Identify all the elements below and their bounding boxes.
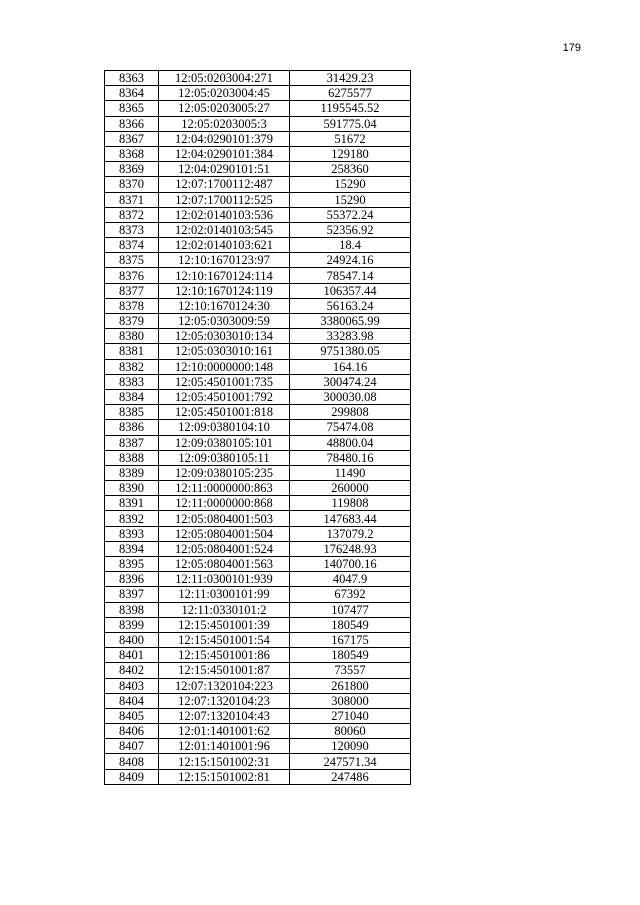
row-index-cell: 8393 — [105, 526, 159, 541]
cadastral-number-cell: 12:01:1401001:96 — [159, 739, 290, 754]
value-cell: 31429.23 — [290, 71, 411, 86]
row-index-cell: 8381 — [105, 344, 159, 359]
table-row — [105, 374, 411, 389]
value-cell: 167175 — [290, 632, 411, 647]
table-row — [105, 663, 411, 678]
table-row — [105, 207, 411, 222]
row-index-cell: 8394 — [105, 541, 159, 556]
row-index-cell: 8395 — [105, 557, 159, 572]
value-cell: 3380065.99 — [290, 314, 411, 329]
value-cell: 299808 — [290, 405, 411, 420]
value-cell: 247571.34 — [290, 754, 411, 769]
table-row — [105, 359, 411, 374]
table-row — [105, 101, 411, 116]
table-row — [105, 192, 411, 207]
row-index-cell: 8372 — [105, 207, 159, 222]
row-index-cell: 8388 — [105, 450, 159, 465]
value-cell: 67392 — [290, 587, 411, 602]
value-cell: 247486 — [290, 769, 411, 784]
row-index-cell: 8390 — [105, 481, 159, 496]
table-row — [105, 450, 411, 465]
row-index-cell: 8389 — [105, 465, 159, 480]
value-cell: 260000 — [290, 481, 411, 496]
row-index-cell: 8383 — [105, 374, 159, 389]
table-row — [105, 268, 411, 283]
table-row — [105, 754, 411, 769]
value-cell: 137079.2 — [290, 526, 411, 541]
value-cell: 261800 — [290, 678, 411, 693]
cadastral-number-cell: 12:02:0140103:621 — [159, 238, 290, 253]
cadastral-number-cell: 12:04:0290101:379 — [159, 131, 290, 146]
cadastral-number-cell: 12:05:0303010:134 — [159, 329, 290, 344]
row-index-cell: 8405 — [105, 708, 159, 723]
cadastral-number-cell: 12:15:4501001:39 — [159, 617, 290, 632]
cadastral-number-cell: 12:05:0203004:45 — [159, 86, 290, 101]
cadastral-number-cell: 12:05:0804001:503 — [159, 511, 290, 526]
cadastral-number-cell: 12:07:1700112:487 — [159, 177, 290, 192]
value-cell: 51672 — [290, 131, 411, 146]
table-row — [105, 511, 411, 526]
cadastral-number-cell: 12:11:0000000:863 — [159, 481, 290, 496]
cadastral-number-cell: 12:05:0203004:271 — [159, 71, 290, 86]
row-index-cell: 8365 — [105, 101, 159, 116]
value-cell: 56163.24 — [290, 298, 411, 313]
row-index-cell: 8382 — [105, 359, 159, 374]
row-index-cell: 8373 — [105, 222, 159, 237]
table-row — [105, 298, 411, 313]
row-index-cell: 8374 — [105, 238, 159, 253]
row-index-cell: 8398 — [105, 602, 159, 617]
row-index-cell: 8367 — [105, 131, 159, 146]
row-index-cell: 8384 — [105, 389, 159, 404]
cadastral-number-cell: 12:07:1320104:43 — [159, 708, 290, 723]
row-index-cell: 8402 — [105, 663, 159, 678]
row-index-cell: 8400 — [105, 632, 159, 647]
value-cell: 6275577 — [290, 86, 411, 101]
table-row — [105, 329, 411, 344]
value-cell: 164.16 — [290, 359, 411, 374]
cadastral-number-cell: 12:10:1670124:119 — [159, 283, 290, 298]
table-row — [105, 86, 411, 101]
row-index-cell: 8386 — [105, 420, 159, 435]
cadastral-number-cell: 12:04:0290101:384 — [159, 146, 290, 161]
table-row — [105, 314, 411, 329]
table-row — [105, 708, 411, 723]
table-row — [105, 496, 411, 511]
value-cell: 33283.98 — [290, 329, 411, 344]
table-body — [105, 71, 411, 785]
table-row — [105, 177, 411, 192]
row-index-cell: 8369 — [105, 162, 159, 177]
value-cell: 55372.24 — [290, 207, 411, 222]
table-row — [105, 389, 411, 404]
value-cell: 15290 — [290, 192, 411, 207]
table-row — [105, 238, 411, 253]
table-row — [105, 405, 411, 420]
row-index-cell: 8391 — [105, 496, 159, 511]
table-row — [105, 739, 411, 754]
row-index-cell: 8406 — [105, 724, 159, 739]
value-cell: 75474.08 — [290, 420, 411, 435]
cadastral-number-cell: 12:05:0804001:524 — [159, 541, 290, 556]
cadastral-number-cell: 12:05:0203005:3 — [159, 116, 290, 131]
table-row — [105, 131, 411, 146]
cadastral-number-cell: 12:07:1320104:23 — [159, 693, 290, 708]
table-row — [105, 465, 411, 480]
cadastral-number-cell: 12:10:0000000:148 — [159, 359, 290, 374]
cadastral-number-cell: 12:02:0140103:536 — [159, 207, 290, 222]
table-row — [105, 678, 411, 693]
value-cell: 258360 — [290, 162, 411, 177]
table-row — [105, 632, 411, 647]
table-row — [105, 693, 411, 708]
cadastral-number-cell: 12:11:0300101:99 — [159, 587, 290, 602]
value-cell: 78480.16 — [290, 450, 411, 465]
cadastral-number-cell: 12:05:4501001:792 — [159, 389, 290, 404]
cadastral-number-cell: 12:15:1501002:81 — [159, 769, 290, 784]
row-index-cell: 8403 — [105, 678, 159, 693]
value-cell: 300030.08 — [290, 389, 411, 404]
cadastral-number-cell: 12:11:0330101:2 — [159, 602, 290, 617]
table-row — [105, 481, 411, 496]
value-cell: 78547.14 — [290, 268, 411, 283]
value-cell: 1195545.52 — [290, 101, 411, 116]
cadastral-number-cell: 12:07:1700112:525 — [159, 192, 290, 207]
table-row — [105, 572, 411, 587]
row-index-cell: 8363 — [105, 71, 159, 86]
value-cell: 80060 — [290, 724, 411, 739]
value-cell: 11490 — [290, 465, 411, 480]
value-cell: 176248.93 — [290, 541, 411, 556]
value-cell: 73557 — [290, 663, 411, 678]
cadastral-number-cell: 12:09:0380105:11 — [159, 450, 290, 465]
cadastral-number-cell: 12:09:0380105:235 — [159, 465, 290, 480]
cadastral-number-cell: 12:02:0140103:545 — [159, 222, 290, 237]
row-index-cell: 8387 — [105, 435, 159, 450]
cadastral-number-cell: 12:05:0804001:504 — [159, 526, 290, 541]
table-row — [105, 587, 411, 602]
table-row — [105, 253, 411, 268]
value-cell: 119808 — [290, 496, 411, 511]
cadastral-number-cell: 12:10:1670124:114 — [159, 268, 290, 283]
value-cell: 4047.9 — [290, 572, 411, 587]
cadastral-number-cell: 12:05:0303010:161 — [159, 344, 290, 359]
cadastral-number-cell: 12:05:0804001:563 — [159, 557, 290, 572]
table-row — [105, 162, 411, 177]
table-row — [105, 420, 411, 435]
table-row — [105, 71, 411, 86]
value-cell: 129180 — [290, 146, 411, 161]
table-row — [105, 541, 411, 556]
table-row — [105, 435, 411, 450]
cadastral-number-cell: 12:05:4501001:735 — [159, 374, 290, 389]
table-row — [105, 557, 411, 572]
cadastral-number-cell: 12:10:1670124:30 — [159, 298, 290, 313]
value-cell: 271040 — [290, 708, 411, 723]
value-cell: 300474.24 — [290, 374, 411, 389]
value-cell: 15290 — [290, 177, 411, 192]
value-cell: 52356.92 — [290, 222, 411, 237]
table-row — [105, 146, 411, 161]
row-index-cell: 8396 — [105, 572, 159, 587]
value-cell: 180549 — [290, 648, 411, 663]
row-index-cell: 8408 — [105, 754, 159, 769]
value-cell: 147683.44 — [290, 511, 411, 526]
cadastral-number-cell: 12:07:1320104:223 — [159, 678, 290, 693]
row-index-cell: 8392 — [105, 511, 159, 526]
row-index-cell: 8379 — [105, 314, 159, 329]
value-cell: 120090 — [290, 739, 411, 754]
cadastral-number-cell: 12:09:0380105:101 — [159, 435, 290, 450]
row-index-cell: 8377 — [105, 283, 159, 298]
row-index-cell: 8397 — [105, 587, 159, 602]
page-number: 179 — [562, 42, 581, 54]
value-cell: 140700.16 — [290, 557, 411, 572]
cadastral-number-cell: 12:04:0290101:51 — [159, 162, 290, 177]
value-cell: 308000 — [290, 693, 411, 708]
table-row — [105, 116, 411, 131]
row-index-cell: 8376 — [105, 268, 159, 283]
value-cell: 591775.04 — [290, 116, 411, 131]
row-index-cell: 8368 — [105, 146, 159, 161]
table-row — [105, 769, 411, 784]
cadastral-number-cell: 12:15:1501002:31 — [159, 754, 290, 769]
value-cell: 24924.16 — [290, 253, 411, 268]
row-index-cell: 8409 — [105, 769, 159, 784]
value-cell: 48800.04 — [290, 435, 411, 450]
table-row — [105, 617, 411, 632]
row-index-cell: 8366 — [105, 116, 159, 131]
cadastral-number-cell: 12:01:1401001:62 — [159, 724, 290, 739]
cadastral-number-cell: 12:11:0000000:868 — [159, 496, 290, 511]
data-table — [104, 70, 411, 785]
cadastral-number-cell: 12:15:4501001:87 — [159, 663, 290, 678]
cadastral-number-cell: 12:10:1670123:97 — [159, 253, 290, 268]
row-index-cell: 8370 — [105, 177, 159, 192]
row-index-cell: 8385 — [105, 405, 159, 420]
table-row — [105, 283, 411, 298]
table-row — [105, 222, 411, 237]
row-index-cell: 8375 — [105, 253, 159, 268]
cadastral-number-cell: 12:15:4501001:86 — [159, 648, 290, 663]
cadastral-number-cell: 12:09:0380104:10 — [159, 420, 290, 435]
row-index-cell: 8401 — [105, 648, 159, 663]
cadastral-number-cell: 12:05:0303009:59 — [159, 314, 290, 329]
table-row — [105, 724, 411, 739]
row-index-cell: 8371 — [105, 192, 159, 207]
value-cell: 180549 — [290, 617, 411, 632]
row-index-cell: 8378 — [105, 298, 159, 313]
cadastral-number-cell: 12:15:4501001:54 — [159, 632, 290, 647]
row-index-cell: 8407 — [105, 739, 159, 754]
value-cell: 9751380.05 — [290, 344, 411, 359]
cadastral-number-cell: 12:05:4501001:818 — [159, 405, 290, 420]
row-index-cell: 8399 — [105, 617, 159, 632]
table-row — [105, 526, 411, 541]
value-cell: 107477 — [290, 602, 411, 617]
value-cell: 18.4 — [290, 238, 411, 253]
value-cell: 106357.44 — [290, 283, 411, 298]
cadastral-number-cell: 12:05:0203005:27 — [159, 101, 290, 116]
table-row — [105, 648, 411, 663]
cadastral-number-cell: 12:11:0300101:939 — [159, 572, 290, 587]
row-index-cell: 8364 — [105, 86, 159, 101]
table-row — [105, 602, 411, 617]
row-index-cell: 8404 — [105, 693, 159, 708]
table-row — [105, 344, 411, 359]
row-index-cell: 8380 — [105, 329, 159, 344]
